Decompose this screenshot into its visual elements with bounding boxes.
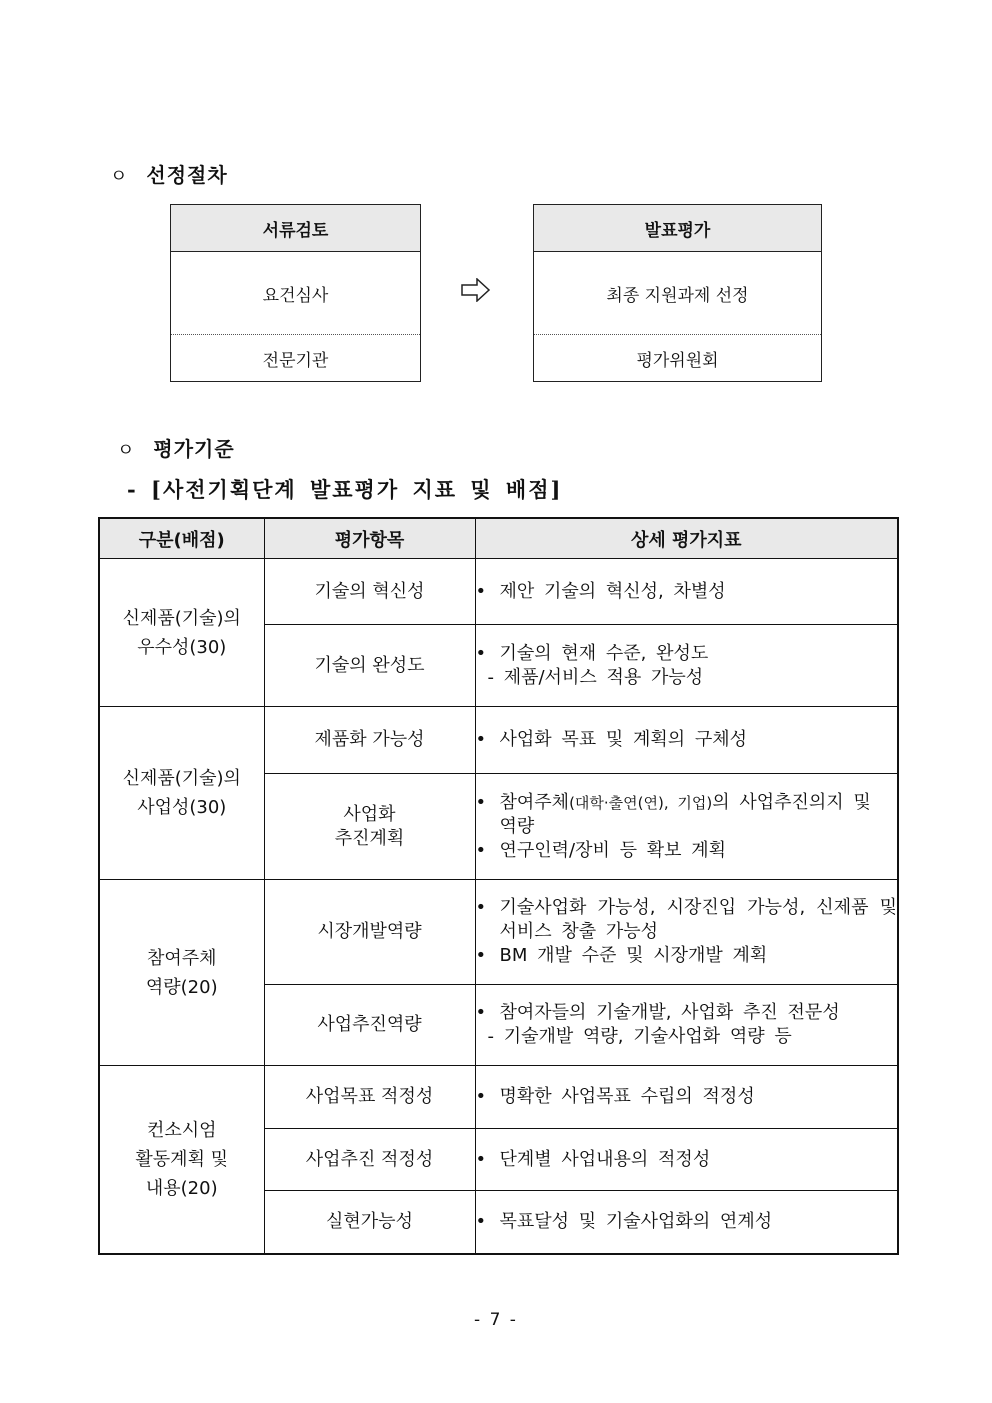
section-marker: ㅇ [110, 166, 129, 187]
item-cell: 실현가능성 [264, 1191, 475, 1254]
right-outline-arrow-icon [461, 278, 491, 306]
item-cell: 사업추진 적정성 [264, 1129, 475, 1191]
table-row [99, 707, 898, 774]
item-cell: 기술의 완성도 [264, 625, 475, 707]
section-marker: ㅇ [117, 440, 136, 461]
item-cell: 사업화 추진계획 [264, 774, 475, 880]
category-cell: 컨소시엄 활동계획 및 내용(20) [99, 1066, 264, 1254]
desc-cell: • 명확한 사업목표 수립의 적정성 [475, 1066, 898, 1129]
process-box-agent: 평가위원회 [636, 351, 719, 371]
desc-cell: • 목표달성 및 기술사업화의 연계성 [475, 1191, 898, 1254]
process-box-agent: 전문기관 [262, 351, 329, 371]
column-header: 상세 평가지표 [475, 518, 898, 559]
desc-cell: • 단계별 사업내용의 적정성 [475, 1129, 898, 1191]
process-box-document-review [170, 204, 421, 382]
item-cell: 기술의 혁신성 [264, 559, 475, 625]
desc-cell: • 사업화 목표 및 계획의 구체성 [475, 707, 898, 774]
evaluation-table [98, 517, 899, 1255]
item-cell: 제품화 가능성 [264, 707, 475, 774]
desc-cell: • 제안 기술의 혁신성, 차별성 [475, 559, 898, 625]
item-cell: 시장개발역량 [264, 880, 475, 985]
desc-cell: • 기술의 현재 수준, 완성도 - 제품/서비스 적용 가능성 [475, 625, 898, 707]
process-box-presentation-eval [533, 204, 822, 382]
page-number: - 7 - [474, 1310, 518, 1330]
category-cell: 신제품(기술)의 우수성(30) [99, 559, 264, 707]
table-header-row [99, 518, 898, 559]
desc-cell: • 기술사업화 가능성, 시장진입 가능성, 신제품 및 서비스 창출 가능성 • BM 개발 수준 및 시장개발 계획 [475, 880, 898, 985]
desc-cell: • 참여주체(대학·출연(연), 기업)의 사업추진의지 및 역량 • 연구인력/장비 등 확보 계획 [475, 774, 898, 880]
section-title-selection [110, 159, 228, 188]
category-cell: 참여주체 역량(20) [99, 880, 264, 1066]
section-title-text: 평가기준 [153, 437, 235, 461]
column-header: 평가항목 [264, 518, 475, 559]
process-box-task: 요건심사 [171, 252, 420, 335]
table-row [99, 880, 898, 985]
desc-cell: • 참여자들의 기술개발, 사업화 추진 전문성 - 기술개발 역량, 기술사업화 역량 등 [475, 985, 898, 1066]
process-box-header: 서류검토 [171, 205, 420, 252]
column-header: 구분(배점) [99, 518, 264, 559]
item-cell: 사업목표 적정성 [264, 1066, 475, 1129]
section-title-text: 선정절차 [146, 163, 228, 187]
table-row [99, 1066, 898, 1129]
process-box-header: 발표평가 [534, 205, 821, 252]
table-subheading: - [사전기획단계 발표평가 지표 및 배점] [127, 477, 563, 502]
process-box-task: 최종 지원과제 선정 [534, 252, 821, 335]
section-title-criteria [117, 433, 235, 462]
category-cell: 신제품(기술)의 사업성(30) [99, 707, 264, 880]
table-row [99, 559, 898, 625]
item-cell: 사업추진역량 [264, 985, 475, 1066]
